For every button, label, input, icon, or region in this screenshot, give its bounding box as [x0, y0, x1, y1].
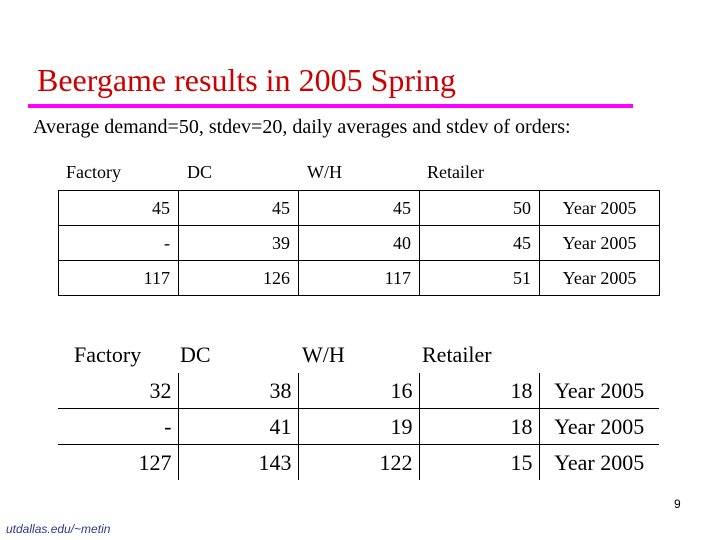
- table-cell: 16: [298, 373, 419, 409]
- table-cell: 45: [420, 226, 540, 261]
- table-cell: 50: [420, 191, 540, 226]
- table-cell: 127: [58, 445, 178, 481]
- table2-header-factory: Factory: [74, 342, 142, 367]
- table-cell: Year 2005: [539, 373, 659, 409]
- table-cell: 40: [299, 226, 420, 261]
- page-number: 9: [674, 497, 681, 511]
- table2-header-dc: DC: [180, 342, 211, 367]
- table-cell: 39: [179, 226, 299, 261]
- table-cell: 51: [420, 261, 540, 296]
- table-cell: 143: [178, 445, 298, 481]
- table1-header-wh: W/H: [307, 162, 342, 182]
- table-cell: Year 2005: [554, 449, 645, 475]
- table-cell: 45: [179, 191, 299, 226]
- table-cell: 117: [59, 261, 179, 296]
- table-row: [58, 409, 659, 445]
- table-cell: Year 2005: [540, 191, 660, 226]
- slide-subtitle: Average demand=50, stdev=20, daily averages and stdev of orders:: [33, 116, 571, 138]
- table-cell: Year 2005: [540, 261, 660, 296]
- table-row: [59, 261, 660, 296]
- table-cell: 45: [59, 191, 179, 226]
- table1-header-factory: Factory: [66, 162, 121, 182]
- title-underline: [28, 104, 633, 108]
- table-cell: 126: [179, 261, 299, 296]
- table1-header-dc: DC: [187, 162, 213, 182]
- table-cell: 32: [58, 373, 178, 409]
- table-cell: 15: [419, 445, 539, 481]
- table-cell: Year 2005: [539, 409, 659, 445]
- table-cell: -: [59, 226, 179, 261]
- table-cell: Year 2005: [540, 226, 660, 261]
- slide-title: Beergame results in 2005 Spring: [37, 62, 456, 98]
- stdev-table: [58, 373, 659, 480]
- table-cell: 122: [298, 445, 419, 481]
- table-cell: 117: [299, 261, 420, 296]
- table-row: [58, 373, 659, 409]
- table-row: [59, 191, 660, 226]
- table-row: [59, 226, 660, 261]
- footer-url: utdallas.edu/~metin: [6, 522, 111, 536]
- averages-table: [58, 190, 660, 296]
- table-cell: 18: [419, 409, 539, 445]
- table-cell: -: [58, 409, 178, 445]
- table-cell: 45: [299, 191, 420, 226]
- table-cell: 41: [178, 409, 298, 445]
- table-row: [58, 445, 659, 481]
- table-cell: 19: [298, 409, 419, 445]
- table-cell: 38: [178, 373, 298, 409]
- table2-header-retailer: Retailer: [422, 342, 492, 367]
- table1-header-retailer: Retailer: [427, 162, 484, 182]
- table-cell: 18: [419, 373, 539, 409]
- table2-header-wh: W/H: [302, 342, 345, 367]
